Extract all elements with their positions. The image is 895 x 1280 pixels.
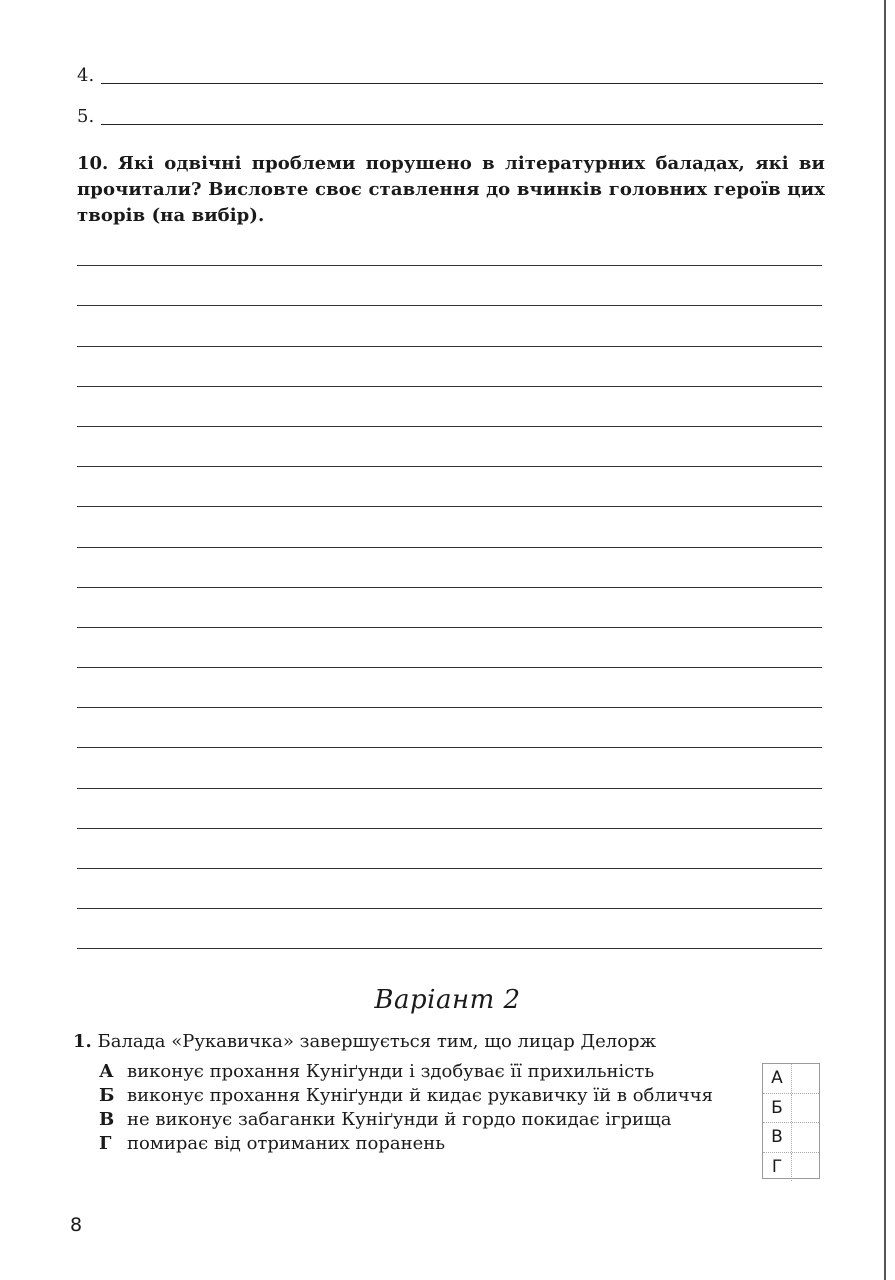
variant-heading: Варіант 2 [374,985,521,1015]
writing-line[interactable] [77,829,822,869]
writing-area[interactable] [77,226,822,949]
writing-line[interactable] [77,708,822,748]
grid-letter: Б [763,1094,792,1123]
answer-options [99,1060,721,1156]
grid-checkbox[interactable] [792,1094,819,1123]
writing-line[interactable] [77,306,822,346]
question-text: Які одвічні проблеми порушено в літературних баладах, які ви прочитали? Висловте своє ставлення до вчинків головних героїв цих творів (на вибір). [77,153,825,226]
writing-line[interactable] [77,909,822,949]
question-10 [77,151,825,229]
question-number: 10. [77,153,109,174]
grid-letter: А [763,1064,792,1093]
line-number: 5. [77,106,95,127]
answer-line-5[interactable] [77,103,823,127]
grid-row-g [763,1153,819,1182]
writing-line[interactable] [77,387,822,427]
grid-row-v [763,1123,819,1153]
option-letter: В [99,1109,115,1130]
option-text: виконує прохання Куніґунди й кидає рукавичку їй в обличчя [127,1085,713,1106]
option-g[interactable] [99,1132,721,1156]
option-letter: Г [99,1133,112,1154]
writing-line[interactable] [77,588,822,628]
question-number: 1. [73,1031,92,1052]
line-number: 4. [77,65,95,86]
option-text: виконує прохання Куніґунди і здобуває її прихильність [127,1061,655,1082]
writing-line[interactable] [77,507,822,547]
grid-checkbox[interactable] [792,1064,819,1093]
answer-line-4[interactable] [77,62,823,86]
option-v[interactable] [99,1108,721,1132]
writing-line[interactable] [77,467,822,507]
grid-checkbox[interactable] [792,1123,819,1152]
grid-letter: В [763,1123,792,1152]
writing-line[interactable] [77,748,822,788]
answer-grid [762,1063,820,1179]
option-a[interactable] [99,1060,721,1084]
writing-line[interactable] [77,226,822,266]
grid-letter: Г [763,1153,792,1182]
writing-line[interactable] [77,548,822,588]
writing-line[interactable] [77,789,822,829]
option-text: не виконує забаганки Куніґунди й гордо покидає ігрища [127,1109,672,1130]
writing-line[interactable] [77,347,822,387]
question-1 [73,1030,713,1054]
writing-line[interactable] [77,266,822,306]
option-b[interactable] [99,1084,721,1108]
page-number: 8 [70,1214,83,1236]
option-text: помирає від отриманих поранень [127,1133,446,1154]
grid-checkbox[interactable] [792,1153,819,1182]
writing-line[interactable] [77,427,822,467]
writing-line[interactable] [77,869,822,909]
option-letter: А [99,1061,114,1082]
grid-row-a [763,1064,819,1094]
option-letter: Б [99,1085,115,1106]
line-rule [101,83,823,84]
grid-row-b [763,1094,819,1124]
line-rule [101,124,823,125]
writing-line[interactable] [77,628,822,668]
question-text: Балада «Рукавичка» завершується тим, що лицар Делорж [97,1031,657,1052]
page-edge-shadow [884,0,886,1280]
writing-line[interactable] [77,668,822,708]
